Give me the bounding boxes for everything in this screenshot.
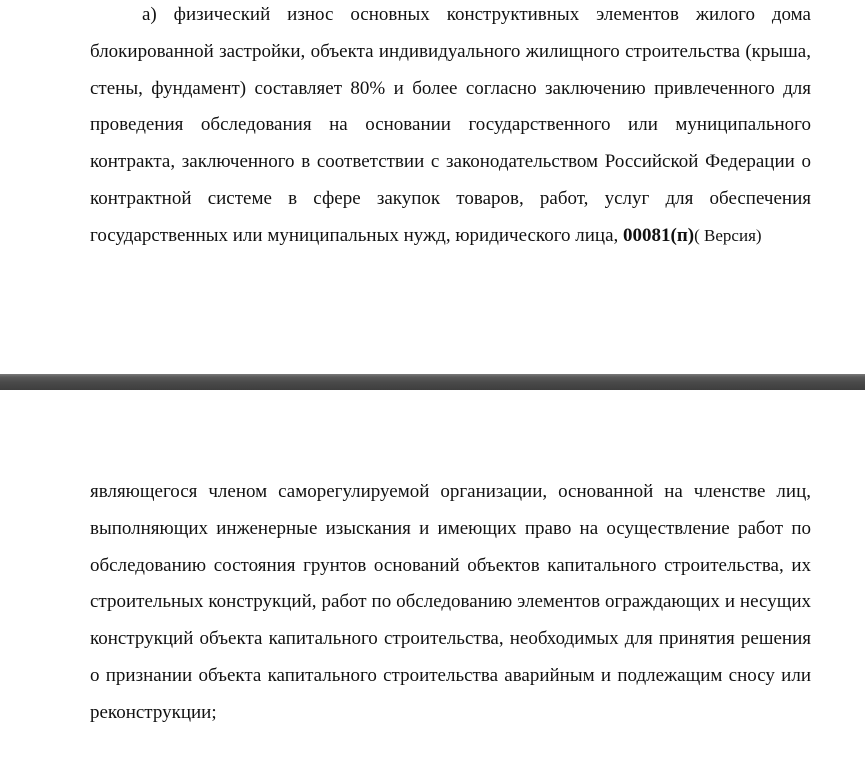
paragraph-text: а) физический износ основных конструктивных элементов жилого дома блокированной застройки, объекта индивидуального жилищного строительства (крыша, стены, фундамент) составляет 80% и более согласно заключению привлеченного для проведения обследования на основании государственного или муниципального контракта, заключенного в соответствии с законодательством Российской Федерации о контрактной системе в сфере закупок товаров, работ, услуг для обеспечения государственных или муниципальных нужд, юридического лица, xyxy=(90,4,811,246)
paragraph-physical-wear xyxy=(90,0,811,255)
document-page-1 xyxy=(0,0,865,374)
version-link[interactable]: ( Версия) xyxy=(694,225,762,245)
document-page-2 xyxy=(0,390,865,765)
paragraph-continuation: являющегося членом саморегулируемой организации, основанной на членстве лиц, выполняющих инженерные изыскания и имеющих право на осуществление работ по обследованию состояния грунтов оснований объектов капитального строительства, их строительных конструкций, работ по обследованию элементов ограждающих и несущих конструкций объекта капитального строительства, необходимых для принятия решения о признании объекта капитального строительства аварийным и подлежащим сносу или реконструкции; xyxy=(90,481,811,723)
page-separator xyxy=(0,374,865,390)
version-code[interactable]: 00081(п) xyxy=(623,224,695,246)
